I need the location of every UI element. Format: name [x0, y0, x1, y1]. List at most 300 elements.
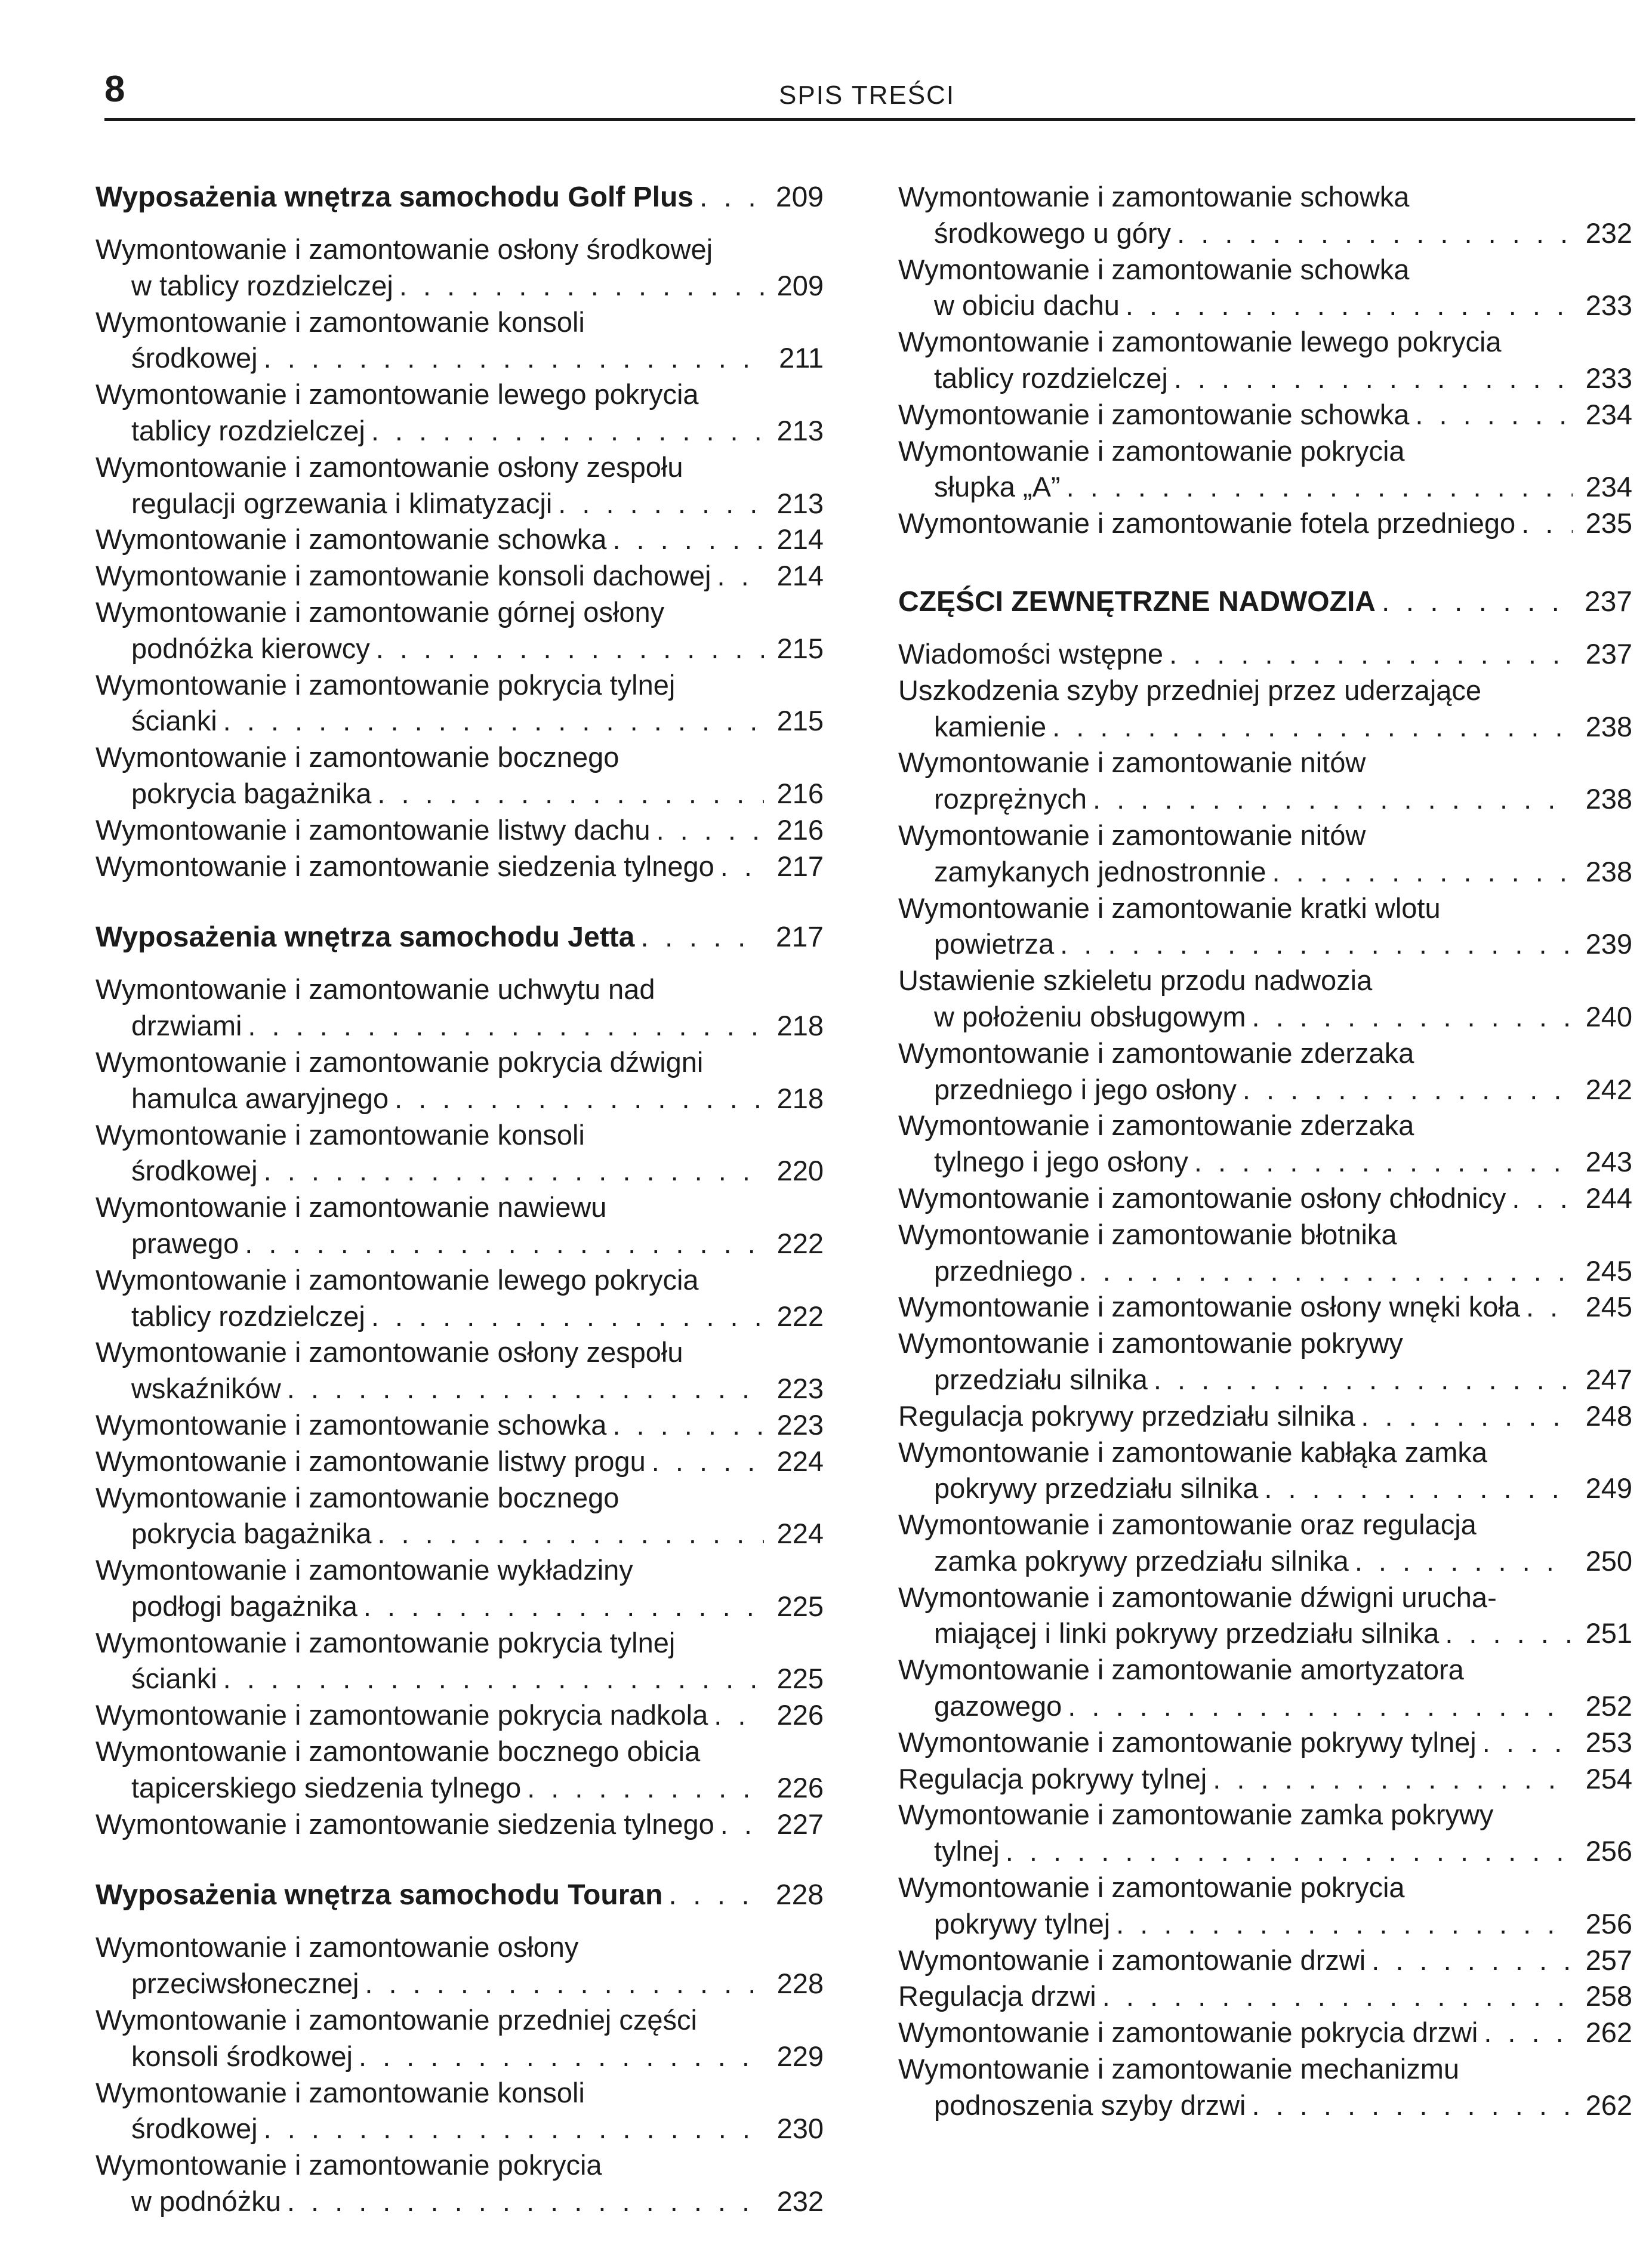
- toc-entry: [95, 1444, 824, 1480]
- entry-title-line2-row: [95, 268, 824, 304]
- entry-title-line1: Wymontowanie i zamontowanie nitów: [898, 819, 1366, 851]
- toc-entry: [898, 1398, 1632, 1435]
- entry-page-number: 247: [1585, 1363, 1632, 1395]
- entry-title-line2-row: [95, 1589, 824, 1625]
- entry-title-line2: w położeniu obsługowym: [934, 1000, 1246, 1032]
- entry-title-line2: podłogi bagażnika: [131, 1590, 357, 1622]
- dot-leader: [652, 1444, 764, 1480]
- entry-page-number: 224: [776, 1518, 824, 1550]
- dot-leader: [287, 1371, 764, 1407]
- entry-title-line2: Wymontowanie i zamontowanie fotela przedniego: [898, 507, 1516, 539]
- entry-page-number: 225: [776, 1590, 824, 1622]
- toc-entry: [95, 304, 824, 377]
- entry-title-line1: Wymontowanie i zamontowanie osłony zespołu: [95, 451, 683, 483]
- entry-title-line2-row: [898, 636, 1632, 673]
- entry-title-line1: Wymontowanie i zamontowanie pokrywy: [898, 1327, 1403, 1359]
- dot-leader: [394, 1081, 764, 1117]
- entry-title-line2-row: [95, 522, 824, 558]
- entry-title-line2: pokrycia bagażnika: [131, 1518, 372, 1550]
- entry-title-line2: Wiadomości wstępne: [898, 637, 1164, 670]
- entry-title-line2: środkowej: [131, 342, 258, 374]
- entry-title-line2-row: [898, 1180, 1632, 1217]
- dot-leader: [1213, 1761, 1573, 1797]
- entry-page-number: 256: [1585, 1907, 1632, 1940]
- entry-page-number: 237: [1585, 637, 1632, 670]
- entry-page-number: 244: [1585, 1182, 1632, 1214]
- entry-title-line1: Wymontowanie i zamontowanie uchwytu nad: [95, 973, 655, 1006]
- entry-title-line2-row: [95, 1770, 824, 1806]
- entry-page-number: 209: [776, 269, 824, 301]
- toc-entry: [95, 1480, 824, 1553]
- dot-leader: [1252, 999, 1573, 1035]
- dot-leader: [1371, 1943, 1573, 1979]
- entry-page-number: 262: [1585, 2017, 1632, 2049]
- entry-title-line2-row: [95, 2039, 824, 2075]
- section-title: Wyposażenia wnętrza samochodu Jetta: [95, 921, 635, 954]
- entry-title-line1: Wymontowanie i zamontowanie zamka pokrywy: [898, 1799, 1494, 1831]
- entry-title-line2-row: [898, 360, 1632, 397]
- entry-page-number: 227: [776, 1808, 824, 1840]
- dot-leader: [1483, 1725, 1573, 1761]
- dot-leader: [377, 776, 764, 812]
- dot-leader: [359, 2039, 764, 2075]
- entry-page-number: 220: [776, 1155, 824, 1187]
- entry-list: [95, 232, 824, 884]
- entry-page-number: 252: [1585, 1690, 1632, 1722]
- dot-leader: [699, 179, 764, 216]
- entry-title-line1: Wymontowanie i zamontowanie konsoli: [95, 306, 585, 338]
- toc-entry: [898, 252, 1632, 325]
- entry-title-line2: środkowej: [131, 1155, 258, 1187]
- dot-leader: [1243, 1072, 1573, 1108]
- entry-title-line1: Wymontowanie i zamontowanie schowka: [898, 181, 1410, 212]
- toc-entry: [898, 433, 1632, 506]
- toc-entry: [95, 594, 824, 667]
- dot-leader: [527, 1770, 764, 1806]
- entry-title-line2: Wymontowanie i zamontowanie osłony chłodnicy: [898, 1182, 1506, 1214]
- entry-title-line2-row: [95, 1516, 824, 1552]
- entry-title-line2-row: [95, 849, 824, 885]
- toc-entry: [95, 1697, 824, 1734]
- entry-title-line2-row: [95, 2184, 824, 2220]
- toc-entry: [95, 1552, 824, 1625]
- entry-page-number: 262: [1585, 2089, 1632, 2121]
- entry-title-line2: tablicy rozdzielczej: [934, 362, 1168, 394]
- entry-title-line1: Wymontowanie i zamontowanie pokrycia tylnej: [95, 668, 676, 701]
- entry-title-line2-row: [95, 1806, 824, 1843]
- entry-title-line2: tablicy rozdzielczej: [131, 1300, 365, 1332]
- dot-leader: [248, 1008, 764, 1044]
- entry-title-line2-row: [95, 631, 824, 667]
- dot-leader: [376, 631, 764, 667]
- entry-title-line2: Wymontowanie i zamontowanie schowka: [95, 523, 607, 556]
- entry-title-line2: konsoli środkowej: [131, 2040, 353, 2072]
- entry-page-number: 251: [1585, 1617, 1632, 1649]
- entry-title-line2-row: [898, 1761, 1632, 1797]
- entry-title-line1: Wymontowanie i zamontowanie dźwigni urucha-: [898, 1581, 1497, 1613]
- entry-page-number: 238: [1585, 783, 1632, 815]
- toc-entry: [898, 324, 1632, 397]
- entry-title-line2: przeciwsłonecznej: [131, 1968, 359, 2000]
- entry-title-line2-row: [95, 1661, 824, 1697]
- entry-title-line2-row: [95, 1371, 824, 1407]
- section-title: Wyposażenia wnętrza samochodu Golf Plus: [95, 181, 694, 213]
- dot-leader: [1052, 709, 1573, 745]
- entry-title-line2: zamka pokrywy przedziału silnika: [934, 1544, 1349, 1577]
- toc-entry: [898, 1580, 1632, 1652]
- entry-title-line1: Wymontowanie i zamontowanie błotnika: [898, 1218, 1397, 1250]
- entry-title-line2-row: [898, 1978, 1632, 2015]
- dot-leader: [714, 1697, 764, 1734]
- entry-title-line1: Wymontowanie i zamontowanie pokrycia: [898, 434, 1405, 467]
- dot-leader: [1102, 1978, 1573, 2015]
- entry-title-line2: tapicerskiego siedzenia tylnego: [131, 1771, 522, 1803]
- toc-entry: [898, 1725, 1632, 1761]
- entry-title-line1: Wymontowanie i zamontowanie pokrycia tylnej: [95, 1626, 676, 1658]
- toc-entry: [95, 2147, 824, 2220]
- toc-entry: [95, 1117, 824, 1190]
- entry-title-line2: przedniego: [934, 1254, 1073, 1287]
- dot-leader: [668, 1877, 764, 1914]
- toc-entry: [95, 449, 824, 522]
- entry-title-line2: rozprężnych: [934, 783, 1087, 815]
- toc-entry: [95, 1407, 824, 1444]
- section-title: CZĘŚCI ZEWNĘTRZNE NADWOZIA: [898, 585, 1376, 618]
- entry-title-line1: Wymontowanie i zamontowanie bocznego obicia: [95, 1735, 701, 1768]
- entry-title-line1: Wymontowanie i zamontowanie zderzaka: [898, 1109, 1414, 1142]
- entry-title-line1: Wymontowanie i zamontowanie nawiewu: [95, 1191, 607, 1223]
- entry-title-line2: środkowego u góry: [934, 217, 1172, 249]
- entry-title-line1: Wymontowanie i zamontowanie mechanizmu: [898, 2053, 1459, 2085]
- entry-title-line2-row: [898, 505, 1632, 542]
- toc-entry: [898, 1180, 1632, 1217]
- entry-title-line1: Wymontowanie i zamontowanie lewego pokrycia: [898, 326, 1502, 358]
- dot-leader: [287, 2184, 764, 2220]
- dot-leader: [1361, 1398, 1573, 1435]
- section-heading: [898, 584, 1632, 621]
- entry-title-line2-row: [95, 1407, 824, 1444]
- dot-leader: [1264, 1470, 1573, 1507]
- entry-page-number: 226: [776, 1699, 824, 1731]
- dot-leader: [1415, 397, 1573, 433]
- entry-title-line2-row: [898, 215, 1632, 252]
- entry-page-number: 238: [1585, 855, 1632, 887]
- entry-title-line1: Wymontowanie i zamontowanie nitów: [898, 747, 1366, 779]
- entry-title-line2: pokrywy przedziału silnika: [934, 1472, 1259, 1504]
- toc-entry: [898, 1797, 1632, 1870]
- section-title: Wyposażenia wnętrza samochodu Touran: [95, 1879, 663, 1911]
- entry-page-number: 248: [1585, 1399, 1632, 1432]
- entry-page-number: 215: [776, 705, 824, 737]
- entry-page-number: 218: [776, 1010, 824, 1042]
- entry-page-number: 229: [776, 2040, 824, 2072]
- entry-title-line2: przedniego i jego osłony: [934, 1073, 1237, 1105]
- entry-title-line2-row: [95, 413, 824, 449]
- entry-page-number: 245: [1585, 1291, 1632, 1323]
- toc-entry: [898, 1217, 1632, 1290]
- toc-entry: [95, 232, 824, 304]
- toc-entry: [95, 1044, 824, 1117]
- dot-leader: [223, 1661, 764, 1697]
- entry-page-number: 256: [1585, 1835, 1632, 1867]
- section-heading: [95, 179, 824, 216]
- entry-page-number: 218: [776, 1082, 824, 1114]
- entry-title-line2-row: [95, 486, 824, 522]
- page-number: 8: [104, 69, 125, 110]
- entry-title-line2: słupka „A”: [934, 471, 1061, 503]
- toc-entry: [898, 1652, 1632, 1725]
- toc-entry: [898, 1108, 1632, 1180]
- entry-title-line2-row: [95, 340, 824, 377]
- dot-leader: [365, 1966, 764, 2002]
- entry-title-line2: Regulacja pokrywy tylnej: [898, 1762, 1207, 1795]
- entry-title-line2-row: [95, 1444, 824, 1480]
- dot-leader: [1382, 584, 1573, 621]
- dot-leader: [612, 1407, 764, 1444]
- toc-right-column: [898, 179, 1632, 2124]
- entry-page-number: 234: [1585, 398, 1632, 430]
- entry-title-line1: Wymontowanie i zamontowanie zderzaka: [898, 1037, 1414, 1069]
- entry-title-line2-row: [898, 1615, 1632, 1652]
- entry-title-line2: ścianki: [131, 705, 217, 737]
- entry-title-line2: prawego: [131, 1227, 239, 1259]
- entry-title-line2-row: [898, 1253, 1632, 1290]
- dot-leader: [1154, 1362, 1573, 1398]
- entry-title-line2-row: [95, 1966, 824, 2002]
- dot-leader: [1126, 288, 1573, 324]
- entry-title-line1: Wymontowanie i zamontowanie pokrycia: [898, 1871, 1405, 1904]
- dot-leader: [1067, 469, 1573, 505]
- entry-title-line2: Regulacja drzwi: [898, 1980, 1096, 2012]
- dot-leader: [1174, 360, 1573, 397]
- toc-entry: [95, 667, 824, 740]
- entry-page-number: 242: [1585, 1073, 1632, 1105]
- entry-title-line2: podnóżka kierowcy: [131, 632, 370, 664]
- entry-title-line2-row: [898, 854, 1632, 890]
- entry-page-number: 239: [1585, 928, 1632, 960]
- toc-entry: [95, 1189, 824, 1262]
- entry-page-number: 216: [776, 813, 824, 846]
- dot-leader: [640, 919, 764, 956]
- entry-title-line2-row: [898, 1943, 1632, 1979]
- dot-leader: [1526, 1289, 1573, 1325]
- entry-title-line2: tylnego i jego osłony: [934, 1146, 1188, 1178]
- entry-title-line2-row: [898, 999, 1632, 1035]
- toc-entry: [95, 1734, 824, 1806]
- entry-title-line2: przedziału silnika: [934, 1363, 1148, 1395]
- dot-leader: [223, 703, 764, 739]
- entry-title-line2-row: [898, 1072, 1632, 1108]
- entry-title-line2-row: [95, 1081, 824, 1117]
- entry-title-line2: tylnej: [934, 1835, 1000, 1867]
- dot-leader: [720, 1806, 764, 1843]
- toc-entry: [898, 505, 1632, 542]
- dot-leader: [1060, 926, 1573, 963]
- toc-entry: [898, 1507, 1632, 1580]
- entry-title-line2: gazowego: [934, 1690, 1062, 1722]
- entry-title-line2-row: [898, 1398, 1632, 1435]
- entry-title-line1: Wymontowanie i zamontowanie wykładziny: [95, 1554, 633, 1586]
- entry-title-line1: Wymontowanie i zamontowanie osłony środkowej: [95, 233, 713, 265]
- entry-title-line1: Uszkodzenia szyby przedniej przez uderzające: [898, 674, 1482, 706]
- entry-page-number: 225: [776, 1663, 824, 1695]
- entry-title-line2: drzwiami: [131, 1010, 242, 1042]
- entry-title-line2-row: [95, 1153, 824, 1189]
- entry-title-line2-row: [95, 1299, 824, 1335]
- entry-list: [898, 636, 1632, 2124]
- entry-page-number: 214: [776, 523, 824, 556]
- toc-entry: [95, 1262, 824, 1335]
- entry-title-line2-row: [898, 1543, 1632, 1580]
- dot-leader: [264, 2111, 764, 2147]
- entry-page-number: 233: [1585, 289, 1632, 322]
- dot-leader: [1093, 781, 1573, 818]
- entry-page-number: 214: [776, 560, 824, 592]
- dot-leader: [657, 812, 764, 849]
- toc-entry: [95, 522, 824, 558]
- entry-page-number: 257: [1585, 1944, 1632, 1976]
- section-page-number: 209: [775, 181, 824, 213]
- dot-leader: [1116, 1906, 1573, 1943]
- entry-title-line2: Wymontowanie i zamontowanie siedzenia tylnego: [95, 850, 714, 882]
- entry-title-line2: Wymontowanie i zamontowanie pokrycia nadkola: [95, 1699, 708, 1731]
- toc-entry: [898, 963, 1632, 1035]
- entry-title-line2: podnoszenia szyby drzwi: [934, 2089, 1246, 2121]
- entry-title-line2-row: [898, 1470, 1632, 1507]
- entry-title-line2-row: [898, 1289, 1632, 1325]
- entry-page-number: 240: [1585, 1000, 1632, 1032]
- toc-entry: [898, 745, 1632, 818]
- toc-entry: [898, 2015, 1632, 2051]
- dot-leader: [245, 1226, 764, 1262]
- entry-title-line1: Wymontowanie i zamontowanie pokrycia: [95, 2149, 602, 2181]
- dot-leader: [1068, 1688, 1573, 1725]
- entry-page-number: 223: [776, 1408, 824, 1441]
- toc-entry: [898, 1978, 1632, 2015]
- entry-title-line1: Ustawienie szkieletu przodu nadwozia: [898, 964, 1373, 997]
- entry-page-number: 224: [776, 1445, 824, 1477]
- entry-title-line2: Wymontowanie i zamontowanie pokrywy tylnej: [898, 1726, 1477, 1758]
- toc-entry: [95, 2002, 824, 2075]
- toc-entry: [898, 1435, 1632, 1507]
- entry-title-line1: Wymontowanie i zamontowanie konsoli: [95, 2076, 585, 2108]
- dot-leader: [612, 522, 764, 558]
- entry-title-line2: powietrza: [934, 928, 1055, 960]
- dot-leader: [1252, 2088, 1573, 2124]
- entry-page-number: 216: [776, 777, 824, 809]
- dot-leader: [363, 1589, 764, 1625]
- dot-leader: [1079, 1253, 1573, 1290]
- dot-leader: [1521, 505, 1573, 542]
- entry-title-line2: Wymontowanie i zamontowanie drzwi: [898, 1944, 1366, 1976]
- toc-entry: [95, 972, 824, 1044]
- dot-leader: [720, 849, 764, 885]
- toc-entry: [95, 1929, 824, 2002]
- entry-page-number: 223: [776, 1373, 824, 1405]
- dot-leader: [1194, 1144, 1573, 1180]
- entry-title-line2: w tablicy rozdzielczej: [131, 269, 393, 301]
- entry-title-line1: Wymontowanie i zamontowanie amortyzatora: [898, 1654, 1464, 1686]
- entry-page-number: 226: [776, 1771, 824, 1803]
- entry-page-number: 217: [776, 850, 824, 882]
- entry-title-line2-row: [898, 1725, 1632, 1761]
- entry-title-line2: Wymontowanie i zamontowanie siedzenia tylnego: [95, 1808, 714, 1840]
- entry-page-number: 213: [776, 414, 824, 446]
- entry-title-line2: pokrywy tylnej: [934, 1907, 1111, 1940]
- dot-leader: [371, 413, 764, 449]
- entry-title-line1: Wymontowanie i zamontowanie schowka: [898, 253, 1410, 285]
- entry-page-number: 249: [1585, 1472, 1632, 1504]
- toc-entry: [95, 558, 824, 594]
- running-title: SPIS TREŚCI: [779, 81, 956, 110]
- entry-title-line2-row: [95, 1697, 824, 1734]
- entry-title-line1: Wymontowanie i zamontowanie oraz regulacja: [898, 1509, 1477, 1541]
- entry-title-line2-row: [95, 1226, 824, 1262]
- entry-page-number: 233: [1585, 362, 1632, 394]
- toc-entry: [95, 849, 824, 885]
- entry-title-line2-row: [898, 1144, 1632, 1180]
- entry-title-line1: Wymontowanie i zamontowanie bocznego: [95, 741, 620, 773]
- entry-page-number: 235: [1585, 507, 1632, 539]
- entry-list: [95, 972, 824, 1842]
- entry-title-line2: w obiciu dachu: [934, 289, 1120, 322]
- entry-title-line1: Wymontowanie i zamontowanie osłony: [95, 1931, 579, 1963]
- entry-page-number: 254: [1585, 1762, 1632, 1795]
- entry-page-number: 253: [1585, 1726, 1632, 1758]
- toc-entry: [898, 179, 1632, 252]
- toc-entry: [898, 673, 1632, 745]
- entry-title-line2: w podnóżku: [131, 2185, 281, 2218]
- entry-page-number: 234: [1585, 471, 1632, 503]
- entry-title-line2: ścianki: [131, 1663, 217, 1695]
- entry-title-line2-row: [95, 812, 824, 849]
- entry-title-line2-row: [95, 703, 824, 739]
- page-header: [104, 66, 1635, 119]
- entry-title-line1: Wymontowanie i zamontowanie osłony zespołu: [95, 1336, 683, 1368]
- entry-title-line2-row: [898, 1688, 1632, 1725]
- entry-page-number: 213: [776, 487, 824, 519]
- entry-page-number: 238: [1585, 710, 1632, 742]
- entry-page-number: 232: [1585, 217, 1632, 249]
- entry-title-line2: Wymontowanie i zamontowanie listwy progu: [95, 1445, 646, 1477]
- entry-title-line2: kamienie: [934, 710, 1047, 742]
- dot-leader: [264, 1153, 764, 1189]
- dot-leader: [1512, 1180, 1573, 1217]
- entry-page-number: 228: [776, 1968, 824, 2000]
- section-page-number: 228: [775, 1879, 824, 1911]
- entry-title-line2: środkowej: [131, 2113, 258, 2145]
- entry-title-line2-row: [95, 2111, 824, 2147]
- dot-leader: [1484, 2015, 1573, 2051]
- toc-entry: [898, 2051, 1632, 2124]
- entry-page-number: 215: [776, 632, 824, 664]
- entry-title-line2: pokrycia bagażnika: [131, 777, 372, 809]
- dot-leader: [371, 1299, 764, 1335]
- dot-leader: [558, 486, 764, 522]
- entry-title-line2-row: [898, 781, 1632, 818]
- entry-title-line1: Wymontowanie i zamontowanie bocznego: [95, 1481, 620, 1513]
- entry-title-line1: Wymontowanie i zamontowanie lewego pokrycia: [95, 1263, 699, 1296]
- entry-page-number: 222: [776, 1300, 824, 1332]
- toc-entry: [95, 1334, 824, 1407]
- entry-title-line2: regulacji ogrzewania i klimatyzacji: [131, 487, 553, 519]
- dot-leader: [1169, 636, 1573, 673]
- toc-entry: [95, 812, 824, 849]
- entry-title-line2-row: [898, 288, 1632, 324]
- entry-title-line2-row: [898, 1833, 1632, 1870]
- entry-title-line2-row: [95, 1008, 824, 1044]
- entry-title-line1: Wymontowanie i zamontowanie kabłąka zamka: [898, 1436, 1488, 1468]
